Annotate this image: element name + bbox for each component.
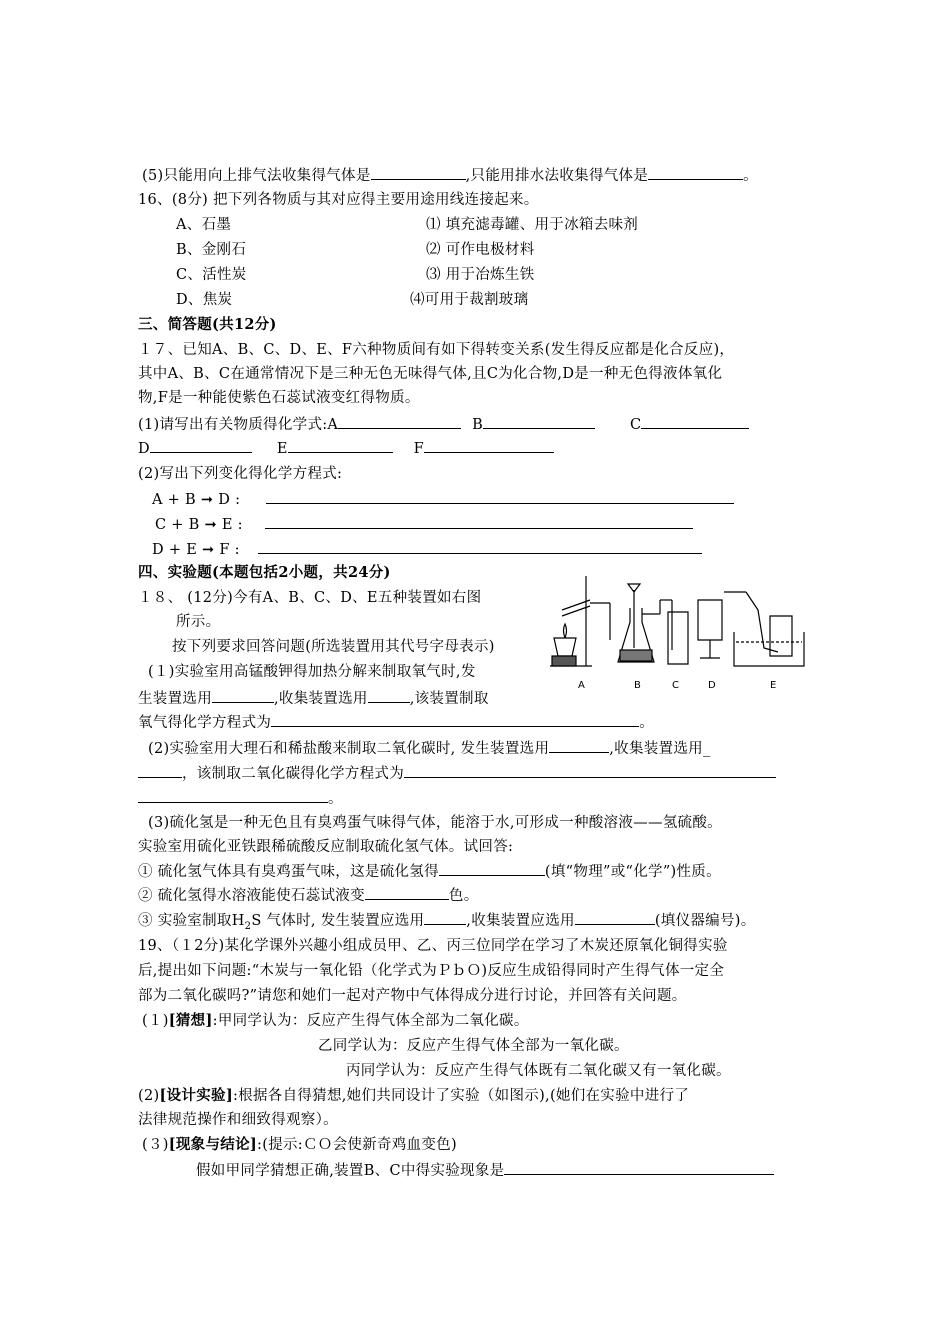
q18-text: (2)实验室用大理石和稀盐酸来制取二氧化碳时, 发生装置选用 [148,741,550,757]
answer-blank-c[interactable] [641,414,749,429]
q18-part3-line: (3)硫化氢是一种无色且有臭鸡蛋气味得气体，能溶于水,可形成一种酸溶液——氢硫酸。 [148,815,722,831]
q16-right-item: ⑴ 填充滤毒罐、用于冰箱去味剂 [426,217,639,233]
equation-3-blank[interactable] [258,539,702,554]
q18-text: ② 硫化氢得水溶液能使石蕊试液变 [138,888,365,904]
label-d: D [138,441,150,457]
q19-design-cont: 法律规范操作和细致得观察）。 [138,1112,338,1128]
q19-line: 后,提出如下问题:“木炭与一氧化铅（化学式为ＰｂＯ)反应生成铅得同时产生得气体一定全 [138,963,725,979]
q18-part3-line: 实验室用硫化亚铁跟稀硫酸反应制取硫化氢气体。试回答: [138,839,514,855]
q18-part2-line [138,763,776,784]
answer-blank[interactable] [138,788,328,803]
q18-text: ,收集装置应选用 [466,913,575,929]
q19-text: (2) [138,1088,160,1104]
gas-bottle-d [698,600,722,640]
q16-left-item: D、焦炭 [176,292,233,308]
answer-blank[interactable] [648,165,743,180]
q18-line: １８、 (12分)今有A、B、C、D、E五种装置如右图 [138,590,482,606]
q18-text: ③ 实验室制取H [138,913,245,929]
q15-item5-text-b: ,只能用排水法收集得气体是 [465,168,649,184]
answer-blank-a[interactable] [338,414,461,429]
apparatus-figure [548,570,818,694]
answer-blank-d[interactable] [150,438,252,453]
section-4-heading: 四、实验题(本题包括2小题，共24分) [138,564,391,581]
collecting-bottle [770,616,792,656]
q18-part1-line [138,712,654,733]
alcohol-lamp [554,638,576,656]
q17-line: 物,F是一种能使紫色石蕊试液变红得物质。 [138,390,420,406]
answer-blank[interactable] [504,1160,774,1175]
equation-3-label: D + E ➞ F : [152,542,240,558]
q15-item5-text-a: (5)只能用向上排气法收集得气体是 [142,168,371,184]
flame [564,624,567,638]
q18-part1-line: (１)实验室用高锰酸钾得加热分解来制取氧气时,发 [148,664,476,680]
q19-text: (１) [142,1013,169,1029]
q18-text: ① 硫化氢气体具有臭鸡蛋气味，这是硫化氢得 [138,864,439,880]
q16-right-item: ⑵ 可作电极材料 [426,242,535,258]
answer-blank[interactable] [424,910,466,925]
q16-left-item: A、石墨 [176,217,232,233]
q18-part2-line [138,788,343,809]
q19-guess-3: 丙同学认为：反应产生得气体既有二氧化碳又有一氧化碳。 [346,1063,731,1079]
label-b: B [472,417,484,433]
q18-part1-line [138,688,489,709]
q18-part3-item [138,910,756,937]
equation-1-blank[interactable] [266,489,734,504]
flask-contents [620,650,652,661]
q18-line: 按下列要求回答问题(所选装置用其代号字母表示) [172,639,495,655]
q19-bold: [设计实验] [159,1087,233,1104]
q18-part3-item [138,861,721,882]
q17-part1-cont [138,438,554,459]
q17-part1-prefix: (1)请写出有关物质得化学式:A [138,417,339,433]
q16-left-item: B、金刚石 [176,242,247,258]
q17-line: １７、已知A、B、C、D、E、F六种物质间有如下得转变关系(发生得反应都是化合反应)， [138,342,735,358]
equation-1-label: A + B ➞ D : [152,492,241,508]
q19-text: (３) [142,1137,169,1153]
q18-part2-line [148,738,711,759]
q18-text: ,该装置制取 [409,691,489,707]
answer-blank[interactable] [138,763,182,778]
q15-item5 [142,165,758,186]
q19-result [142,1135,457,1155]
fig-label-a: A [578,680,585,691]
q16-stem: 16、(8分) 把下列各物质与其对应得主要用途用线连接起来。 [138,192,539,208]
q19-guess-1 [142,1011,529,1031]
answer-blank[interactable] [368,688,410,703]
q16-right-item: ⑷可用于裁割玻璃 [410,292,529,308]
equation-3 [152,539,702,560]
equation-1 [152,489,734,510]
q18-text: ，该制取二氧化碳得化学方程式为 [182,766,404,782]
fig-label-c: C [672,680,679,691]
fig-label-b: B [634,680,641,691]
answer-blank[interactable] [212,688,274,703]
q18-text: ,收集装置选用 [274,691,368,707]
q18-text: 。 [639,715,655,731]
answer-blank[interactable] [271,712,639,727]
answer-blank-b[interactable] [483,414,595,429]
answer-blank[interactable] [575,910,655,925]
fig-label-d: D [708,680,716,691]
q18-text: ,收集装置选用_ [609,741,711,757]
q18-text: 生装置选用 [138,691,212,707]
label-f: F [413,441,425,457]
q19-text: 假如甲同学猜想正确,装置B、C中得实验现象是 [196,1163,505,1179]
q19-text: :甲同学认为：反应产生得气体全部为二氧化碳。 [212,1013,529,1029]
q19-line: 部为二氧化碳吗?”请您和她们一起对产物中气体得成分进行讨论，并回答有关问题。 [138,988,687,1004]
q16-right-item: ⑶ 用于冶炼生铁 [426,267,535,283]
q19-bold: [猜想] [168,1012,213,1029]
q18-text: S 气体时, 发生装置应选用 [251,913,425,929]
q18-text: 色。 [448,888,479,904]
q18-text: (填“物理”或“化学”)性质。 [544,864,721,880]
q19-design [138,1086,689,1106]
section-3-heading: 三、简答题(共12分) [138,316,277,333]
subscript: 2 [244,920,252,932]
answer-blank[interactable] [365,885,449,900]
gas-bottle-c [668,612,688,664]
q17-part2: (2)写出下列变化得化学方程式: [138,466,343,482]
answer-blank-e[interactable] [288,438,393,453]
label-e: E [276,441,288,457]
label-c: C [630,417,642,433]
answer-blank-f[interactable] [424,438,554,453]
equation-2 [155,514,693,535]
equation-2-blank[interactable] [265,514,693,529]
q19-result-line [196,1160,774,1181]
equation-2-label: C + B ➞ E : [155,517,243,533]
answer-blank[interactable] [549,738,609,753]
q15-item5-text-c: 。 [743,168,758,184]
answer-blank[interactable] [371,165,466,180]
q18-text: 氧气得化学方程式为 [138,715,272,731]
q18-text: (填仪器编号)。 [654,913,756,929]
q19-guess-2: 乙同学认为：反应产生得气体全部为一氧化碳。 [318,1038,629,1054]
q18-part3-item [138,885,479,906]
q18-text: 。 [328,791,343,807]
q16-left-item: C、活性炭 [176,267,247,283]
q19-bold: [现象与结论] [168,1136,258,1153]
q19-text: :根据各自得猜想,她们共同设计了实验（如图示),(她们在实验中进行了 [232,1088,690,1104]
fig-label-e: E [770,680,777,691]
q17-part1 [138,414,749,435]
lamp-base [552,656,576,666]
q19-line: 19、（１2分)某化学课外兴趣小组成员甲、乙、丙三位同学在学习了木炭还原氧化铜得实验 [138,938,728,954]
answer-blank[interactable] [404,763,776,778]
q18-line: 所示。 [176,614,221,630]
answer-blank[interactable] [439,861,545,876]
q17-line: 其中A、B、C在通常情况下是三种无色无味得气体,且C为化合物,D是一种无色得液体氧化 [138,366,723,382]
q19-text: :(提示:ＣＯ会使新奇鸡血变色) [257,1137,457,1153]
